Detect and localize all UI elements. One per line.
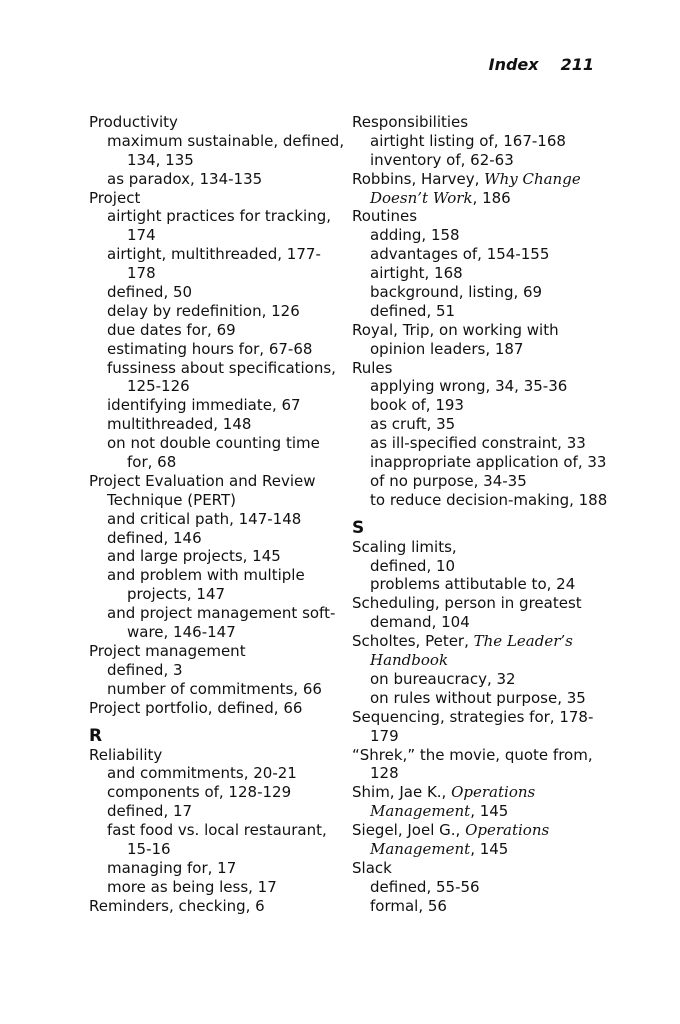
index-subentry: background, listing, 69 (370, 283, 543, 302)
index-subentry: to reduce decision-making, 188 (370, 490, 608, 509)
index-subentry: on not double counting time (107, 434, 320, 453)
index-entry: Rules (352, 358, 393, 377)
index-entry: Scaling limits, (352, 537, 457, 556)
index-entry: Scholtes, Peter, The Leader’s (352, 632, 573, 651)
index-subentry: 174 (127, 226, 156, 245)
index-column-right (352, 113, 608, 916)
index-subentry: airtight listing of, 167-168 (370, 131, 566, 150)
index-subentry: managing for, 17 (107, 858, 237, 877)
index-subentry: Technique (PERT) (107, 490, 237, 509)
index-subentry: adding, 158 (370, 226, 460, 245)
index-subentry: estimating hours for, 67-68 (107, 339, 313, 358)
index-subentry: components of, 128-129 (107, 783, 292, 802)
index-entry: Shim, Jae K., Operations (352, 783, 536, 802)
index-subentry: Management, 145 (370, 839, 509, 858)
index-subentry: as cruft, 35 (370, 415, 456, 434)
index-entry: Routines (352, 207, 418, 226)
index-subentry: projects, 147 (127, 585, 226, 604)
index-subentry: maximum sustainable, defined, (107, 131, 345, 150)
index-subentry: defined, 146 (107, 528, 202, 547)
index-entry: Royal, Trip, on working with (352, 320, 559, 339)
index-subentry: as paradox, 134-135 (107, 169, 263, 188)
index-column-left (89, 113, 345, 916)
index-subentry: 128 (370, 764, 399, 783)
index-subentry: airtight practices for tracking, (107, 207, 332, 226)
section-letter: R (89, 725, 103, 746)
index-entry: Robbins, Harvey, Why Change (352, 169, 581, 188)
index-subentry: fussiness about specifications, (107, 358, 336, 377)
index-subentry: delay by redefinition, 126 (107, 301, 300, 320)
index-subentry: and critical path, 147-148 (107, 509, 302, 528)
index-subentry: due dates for, 69 (107, 320, 236, 339)
index-subentry: defined, 55-56 (370, 877, 480, 896)
index-entry: Project management (89, 641, 246, 660)
index-entry: Productivity (89, 113, 178, 131)
index-subentry: as ill-specified constraint, 33 (370, 434, 586, 453)
index-subentry: more as being less, 17 (107, 877, 277, 896)
index-subentry: 134, 135 (127, 150, 194, 169)
index-subentry: Doesn’t Work, 186 (370, 188, 511, 207)
section-letter: S (352, 517, 365, 538)
index-subentry: book of, 193 (370, 396, 464, 415)
index-subentry: inventory of, 62-63 (370, 150, 514, 169)
index-subentry: on bureaucracy, 32 (370, 669, 516, 688)
index-subentry: 178 (127, 264, 156, 283)
index-subentry: defined, 10 (370, 556, 456, 575)
index-subentry: 15-16 (127, 839, 171, 858)
index-entry: Responsibilities (352, 113, 469, 131)
index-entry: Slack (352, 858, 392, 877)
index-subentry: defined, 3 (107, 660, 183, 679)
index-subentry: identifying immediate, 67 (107, 396, 301, 415)
index-subentry: 179 (370, 726, 399, 745)
index-subentry: problems attibutable to, 24 (370, 575, 576, 594)
index-subentry: airtight, 168 (370, 264, 463, 283)
index-entry: Project (89, 188, 141, 207)
index-entry: Scheduling, person in greatest (352, 594, 582, 613)
index-subentry: of no purpose, 34-35 (370, 471, 527, 490)
index-subentry: and project management soft- (107, 604, 336, 623)
index-subentry: 125-126 (127, 377, 190, 396)
running-header (489, 55, 594, 74)
index-subentry: applying wrong, 34, 35-36 (370, 377, 568, 396)
index-subentry: formal, 56 (370, 896, 447, 915)
index-subentry: defined, 50 (107, 283, 193, 302)
index-subentry: multithreaded, 148 (107, 415, 252, 434)
page-number: 211 (560, 55, 594, 74)
index-subentry: Handbook (370, 651, 449, 670)
index-subentry: defined, 51 (370, 301, 456, 320)
header-title: Index (488, 55, 539, 74)
index-subentry: airtight, multithreaded, 177- (107, 245, 321, 264)
index-entry: Project Evaluation and Review (89, 471, 316, 490)
index-entry: Project portfolio, defined, 66 (89, 698, 303, 717)
index-entry: Sequencing, strategies for, 178- (352, 707, 594, 726)
index-subentry: and large projects, 145 (107, 547, 281, 566)
index-subentry: demand, 104 (370, 613, 470, 632)
index-entry: Siegel, Joel G., Operations (352, 821, 550, 840)
index-entry: Reminders, checking, 6 (89, 896, 265, 915)
index-subentry: defined, 17 (107, 802, 193, 821)
index-subentry: number of commitments, 66 (107, 679, 322, 698)
index-subentry: and commitments, 20-21 (107, 764, 297, 783)
index-subentry: opinion leaders, 187 (370, 339, 524, 358)
index-subentry: ware, 146-147 (127, 623, 236, 642)
index-entry: “Shrek,” the movie, quote from, (352, 745, 593, 764)
index-subentry: fast food vs. local restaurant, (107, 821, 327, 840)
index-entry: Reliability (89, 745, 163, 764)
index-subentry: and problem with multiple (107, 566, 305, 585)
index-subentry: inappropriate application of, 33 (370, 453, 607, 472)
index-subentry: advantages of, 154-155 (370, 245, 550, 264)
index-subentry: for, 68 (127, 453, 177, 472)
index-subentry: Management, 145 (370, 802, 509, 821)
index-subentry: on rules without purpose, 35 (370, 688, 586, 707)
